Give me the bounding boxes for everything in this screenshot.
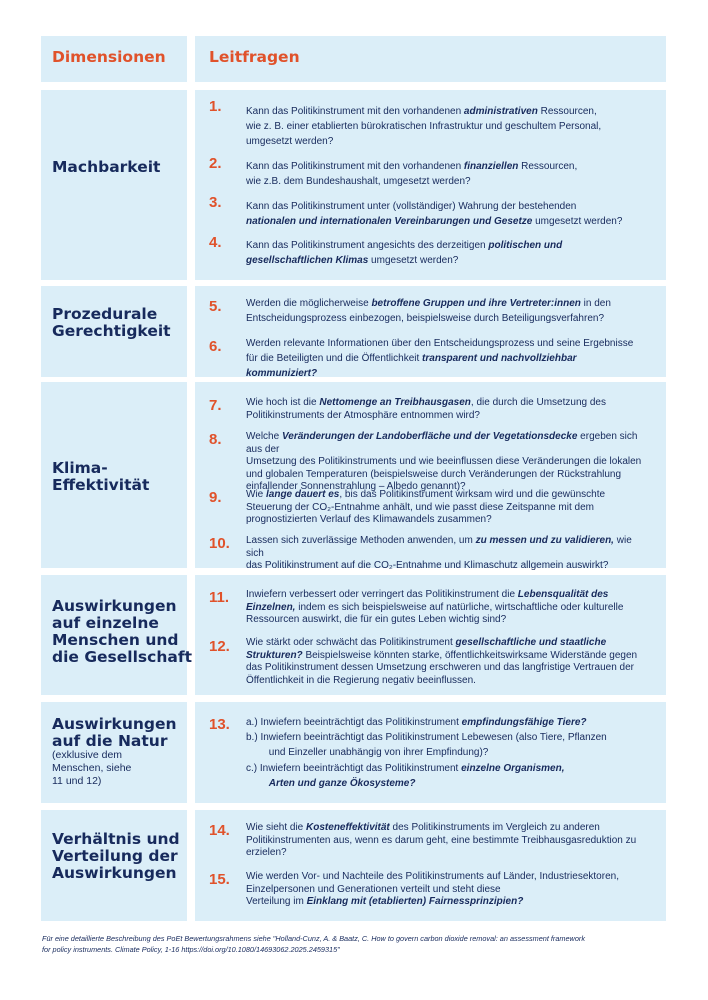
question-text-part: Verteilung im [246, 896, 307, 907]
question-text-12 [246, 637, 646, 687]
question-text-part: Kann das Politikinstrument mit den vorhandenen [246, 106, 464, 117]
dimension-auswirkungen-natur: Auswirkungen auf die Natur [52, 715, 177, 750]
question-text-part: Ressourcen, [537, 106, 597, 117]
question-text-7 [246, 397, 646, 422]
question-number: 9. [209, 489, 222, 506]
dimension-klima-effektivitaet: Klima- Effektivität [52, 459, 150, 494]
question-number: 5. [209, 298, 222, 315]
question-text-10 [246, 535, 646, 573]
question-text-1 [246, 104, 646, 150]
question-text-part: Lassen sich zuverlässige Methoden anwenden, um [246, 535, 476, 546]
header-questions: Leitfragen [209, 48, 300, 66]
question-text-part: Inwiefern verbessert oder verringert das Politikinstrument die [246, 589, 518, 600]
question-text-3 [246, 199, 646, 229]
question-text-part: Kann das Politikinstrument unter (vollständiger) Wahrung der bestehenden [246, 201, 577, 212]
header-dimensions: Dimensionen [52, 48, 166, 66]
emphasis-text: Einklang mit (etablierten) Fairnessprinzipien? [306, 896, 524, 907]
emphasis-text: administrativen [463, 106, 538, 117]
dimension-machbarkeit: Machbarkeit [52, 158, 161, 176]
dimension-prozedurale-gerechtigkeit: Prozedurale Gerechtigkeit [52, 305, 171, 340]
question-text-part [246, 778, 269, 789]
emphasis-text: finanziellen [463, 161, 519, 172]
question-text-part: Wie stärkt oder schwächt das Politikinstrument [246, 637, 456, 648]
question-text-13 [246, 715, 646, 791]
question-text-part: b.) Inwiefern beeinträchtigt das Politikinstrument Lebewesen (also Tiere, Pflanzen [246, 732, 607, 744]
emphasis-text: transparent und nachvollziehbar kommuniziert? [246, 353, 577, 380]
dimension-natur-note: (exklusive dem Menschen, siehe 11 und 12) [52, 749, 132, 787]
emphasis-text: Kosteneffektivität [306, 822, 390, 833]
question-text-part: Steuerung der CO₂-Entnahme anhält, und wie passt diese Zeitspanne mit dem [246, 501, 594, 513]
question-text-part: und globalen Temperaturen (beispielsweise durch Veränderungen der Rückstrahlung [246, 468, 622, 480]
emphasis-text: zu messen und zu validieren, [475, 535, 614, 546]
question-text-part: Wie sieht die [246, 822, 307, 833]
question-text-part: Welche [246, 431, 282, 442]
emphasis-text: nationalen und internationalen Vereinbarungen und Gesetze [246, 216, 533, 228]
question-text-part: und Einzeller unabhängig von ihrer Empfindung)? [246, 747, 489, 759]
question-text-part: das Politikinstrument auf die CO₂-Entnahme und Klimaschutz allgemein auswirkt? [246, 560, 609, 571]
question-text-part: a.) Inwiefern beeinträchtigt das Politikinstrument [246, 717, 462, 728]
question-text-part: wie z. B. einer etablierten bürokratischen Infrastruktur und geschultem Personal, [246, 121, 602, 133]
question-text-part: ergeben sich aus der [246, 431, 638, 455]
question-text-part: Umsetzung des Politikinstruments und wie beeinflussen diese Veränderungen die lokalen [246, 456, 642, 467]
emphasis-text: Veränderungen der Landoberfläche und der Vegetationsdecke [281, 431, 578, 442]
question-text-part: Wie [246, 489, 266, 500]
question-text-part: Kann das Politikinstrument angesichts des derzeitigen [246, 240, 489, 251]
question-text-part: das Politikinstrument dessen Umsetzung erschweren und das langfristige Vertrauen der [246, 662, 634, 673]
question-text-11 [246, 589, 646, 627]
question-text-part: Wie hoch ist die [246, 397, 320, 408]
dimension-auswirkungen-menschen: Auswirkungen auf einzelne Menschen und die Gesellschaft [52, 597, 192, 666]
question-number: 14. [209, 822, 230, 839]
question-text-part: umgesetzt werden? [246, 136, 334, 148]
question-text-part: Politikinstrumenten aus, wenn es darum geht, eine bestimmte Treibhausgasreduktion zu [246, 834, 637, 846]
question-text-part: wie z.B. dem Bundeshaushalt, umgesetzt werden? [246, 176, 471, 188]
question-text-8 [246, 431, 646, 494]
question-text-part: Beispielsweise könnten starke, öffentlichkeitswirksame Widerstände gegen [302, 649, 638, 661]
emphasis-text: politischen und [488, 240, 563, 251]
question-text-4 [246, 238, 646, 268]
question-text-part: Ressourcen, [518, 161, 578, 172]
question-text-part: Politikinstruments der Atmosphäre entnommen wird? [246, 409, 480, 421]
question-text-part: in den [580, 298, 611, 309]
question-text-part: für die Beteiligten und die Öffentlichkeit [246, 353, 423, 365]
footnote [42, 934, 682, 955]
question-text-part: Werden die möglicherweise [246, 298, 372, 309]
dimension-verhaeltnis-verteilung: Verhältnis und Verteilung der Auswirkungen [52, 830, 180, 882]
question-number: 1. [209, 98, 222, 115]
question-text-part: umgesetzt werden? [368, 255, 459, 267]
question-text-15 [246, 871, 646, 909]
footnote-line: Für eine detaillierte Beschreibung des PoEt Bewertungsrahmens siehe "Holland-Cunz, A. & Baatz, C. How to govern carbon dioxide removal: an assessment framework [42, 934, 585, 943]
question-text-part: prognostizierten Verlauf des Klimawandels zusammen? [246, 514, 492, 525]
question-number: 3. [209, 194, 222, 211]
question-text-part: , die durch die Umsetzung des [470, 397, 606, 408]
question-text-part: des Politikinstruments im Vergleich zu anderen [389, 822, 600, 833]
question-text-part: c.) Inwiefern beeinträchtigt das Politikinstrument [246, 762, 462, 774]
question-number: 6. [209, 338, 222, 355]
question-text-part: indem es sich beispielsweise auf natürliche, wirtschaftliche oder kulturelle [295, 601, 624, 613]
question-number: 15. [209, 871, 230, 888]
row-machbarkeit-dim-cell [41, 90, 187, 280]
question-number: 8. [209, 431, 222, 448]
question-text-part: umgesetzt werden? [532, 216, 623, 228]
question-number: 4. [209, 234, 222, 251]
question-text-part: Einzelpersonen und Generationen verteilt und steht diese [246, 883, 501, 895]
question-text-part: erzielen? [246, 847, 287, 858]
emphasis-text: lange dauert es [266, 489, 340, 500]
question-number: 7. [209, 397, 222, 414]
question-text-part: Kann das Politikinstrument mit den vorhandenen [246, 161, 464, 172]
question-text-part: einfallender Sonnenstrahlung – Albedo genannt)? [246, 481, 466, 492]
question-number: 11. [209, 589, 230, 606]
question-text-14 [246, 822, 646, 860]
question-text-part: Werden relevante Informationen über den Entscheidungsprozess und seine Ergebnisse [246, 338, 634, 349]
question-text-part: wie sich [246, 535, 632, 559]
footnote-line: for policy instruments. Climate Policy, 1-16 https://doi.org/10.1080/14693062.2025.2459315" [42, 944, 340, 954]
question-text-part: Öffentlichkeit in die Regierung negativ beeinflussen. [246, 674, 476, 686]
question-text-part: Entscheidungsprozess einbezogen, beispielsweise durch Beteiligungsverfahren? [246, 313, 605, 325]
question-text-9 [246, 489, 646, 527]
emphasis-text: betroffene Gruppen und ihre Vertreter:innen [371, 298, 581, 309]
emphasis-text: Arten und ganze Ökosysteme? [268, 777, 416, 789]
question-text-part: , bis das Politikinstrument wirksam wird und die gewünschte [339, 489, 606, 500]
emphasis-text: gesellschaftliche und staatliche [455, 637, 607, 648]
question-number: 12. [209, 638, 230, 655]
emphasis-text: Einzelnen, [246, 601, 296, 613]
question-number: 13. [209, 716, 230, 733]
emphasis-text: Strukturen? [246, 649, 303, 661]
emphasis-text: Nettomenge an Treibhausgasen [319, 397, 471, 408]
question-text-6 [246, 336, 646, 382]
question-text-part: Ressourcen auswirkt, die für ein gutes Leben wichtig sind? [246, 614, 507, 625]
question-text-part: Wie werden Vor- und Nachteile des Politikinstruments auf Länder, Industriesektoren, [246, 871, 619, 882]
emphasis-text: empfindungsfähige Tiere? [461, 717, 587, 728]
question-text-2 [246, 159, 646, 189]
question-number: 10. [209, 535, 230, 552]
emphasis-text: Lebensqualität des [517, 589, 609, 600]
question-number: 2. [209, 155, 222, 172]
question-text-5 [246, 296, 646, 326]
emphasis-text: einzelne Organismen, [461, 762, 565, 774]
emphasis-text: gesellschaftlichen Klimas [246, 255, 369, 267]
